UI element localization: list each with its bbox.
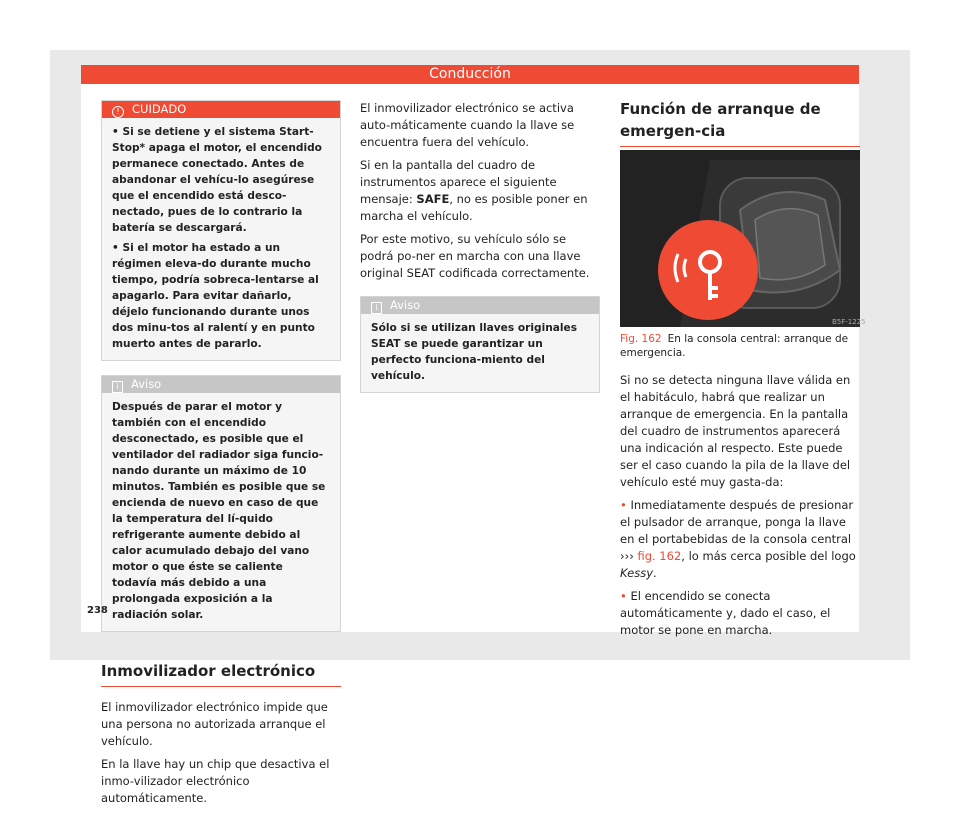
figure-caption [620,332,856,360]
right-column [620,98,860,147]
safe-message: SAFE [416,192,450,206]
chapter-header: Conducción [81,65,859,84]
kessy-logo-text: Kessy [620,566,653,580]
info-icon: i [371,302,382,314]
bullet-icon: • [112,126,119,138]
note-box-header [361,297,599,314]
note-title: Aviso [131,377,162,391]
note-box-header [102,376,340,393]
middle-column [360,100,600,393]
bullet-text: El encendido se conecta automáticamente y, dado el caso, el motor se pone en marcha. [620,589,831,637]
bullet-item [620,588,860,639]
caution-item-text: Si el motor ha estado a un régimen eleva-do durante mucho tiempo, podría sobreca-lentarse al apagarlo. Para evitar dañarlo, déjelo funcionando durante unos dos minu-tos al ralentí y en punto muerto antes de pararlo. [112,242,319,350]
svg-text:K: K [738,251,744,260]
note-box [360,296,600,393]
note-title: Aviso [390,298,421,312]
warning-icon: ! [112,106,124,118]
note-text: Sólo si se utilizan llaves originales SEAT se puede garantizar un perfecto funciona-miento del vehículo. [371,322,578,382]
note-text: Después de parar el motor y también con el encendido desconectado, es posible que el ventilador del radiador siga funcio-nando durante un máximo de 10 minutos. También es posible que se encienda de nuevo en caso de que la temperatura del lí-quido refrigerante aumente debido al calor acumulado debajo del vano motor o que éste se caliente todavía más debido a una prolongada exposición a la radiación solar. [112,401,326,621]
paragraph [360,157,600,225]
caution-box-header [102,101,340,118]
figure-code: B5F-1225 [832,318,866,326]
paragraph-text: Si en la pantalla del cuadro de instrumentos aparece el siguiente mensaje: [360,158,557,206]
caution-box-body [102,118,340,360]
paragraph: Si no se detecta ninguna llave válida en el habitáculo, habrá que realizar un arranque de emergencia. En la pantalla del cuadro de instrumentos aparecerá una indicación al respecto. Este puede ser el caso cuando la pila de la llave del vehículo esté muy gasta-da: [620,373,851,489]
bullet-text: , lo más cerca posible del logo [681,549,856,563]
left-column [101,100,341,813]
note-box-body [102,393,340,631]
info-icon: i [112,381,123,393]
arrows-icon: ››› [620,549,634,563]
caution-item [112,240,330,352]
caution-title: CUIDADO [132,102,187,116]
figure-label: Fig. 162 [620,333,662,345]
figure-reference-link[interactable]: fig. 162 [637,549,682,563]
note-box-body [361,314,599,392]
caution-box [101,100,341,361]
bullet-text: . [653,566,657,580]
page-number: 238 [87,605,108,616]
paragraph: En la llave hay un chip que desactiva el inmo-vilizador electrónico automáticamente. [101,757,330,805]
section-title: Función de arranque de emergen-cia [620,98,860,147]
section-title: Inmovilizador electrónico [101,660,341,687]
bullet-item [620,497,860,582]
bullet-text: Inmediatamente después de presionar el pulsador de arranque, ponga la llave en el portabebidas de la consola central [620,498,854,546]
figure-image [620,150,866,327]
right-column-body [620,372,860,645]
paragraph-text: , no es posible poner en marcha el vehículo. [360,192,588,223]
figure-caption-text: En la consola central: arranque de emergencia. [620,333,849,359]
paragraph: El inmovilizador electrónico impide que una persona no autorizada arranque el vehículo. [101,700,328,748]
note-box [101,375,341,632]
caution-item [112,124,330,236]
caution-item-text: Si se detiene y el sistema Start-Stop* apaga el motor, el encendido permanece conectado. Antes de abandonar el vehícu-lo asegúrese que el encendido está desco-nectado, pues de lo contrario la batería se descargará. [112,126,322,234]
console-illustration [620,150,866,327]
paragraph: El inmovilizador electrónico se activa auto-máticamente cuando la llave se encuentra fuera del vehículo. [360,101,575,149]
paragraph: Por este motivo, su vehículo sólo se podrá po-ner en marcha con una llave original SEAT codificada correctamente. [360,232,590,280]
bullet-icon: • [620,589,627,603]
bullet-icon: • [620,498,627,512]
bullet-icon: • [112,242,119,254]
